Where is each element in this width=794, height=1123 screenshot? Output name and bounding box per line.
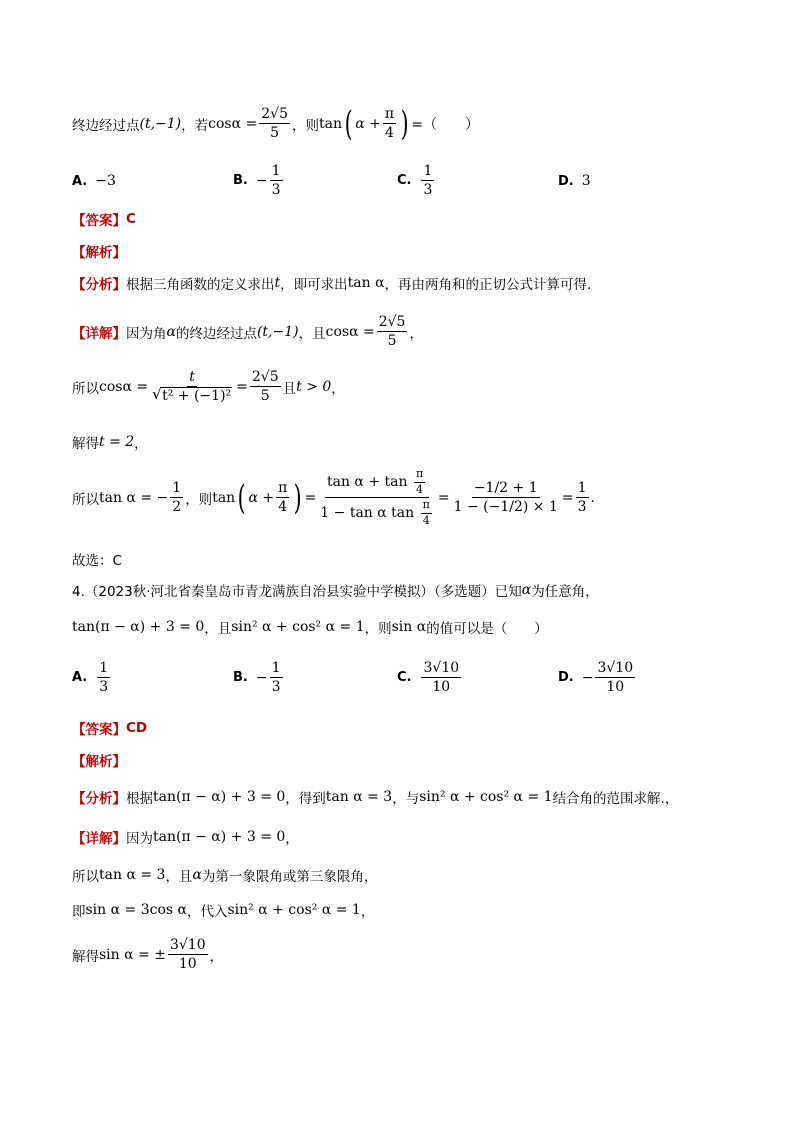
detail-text: 因为 <box>126 831 153 847</box>
detail-text: 因为角 <box>126 325 167 342</box>
fenxi-math: tan α = 3 <box>325 789 393 805</box>
fenxi-text: 根据三角函数的定义求出 <box>126 277 275 293</box>
detail-text: ， <box>209 948 224 965</box>
q4-detail-3 <box>72 900 374 920</box>
option-label: B. <box>233 173 248 189</box>
detail-text: 为第一象限角或第三象限角， <box>201 869 378 885</box>
detail-text: 所以 <box>72 491 99 508</box>
detail-text: ， <box>360 904 375 920</box>
answer-value: CD <box>126 720 148 736</box>
frac-num: 2√5 <box>250 369 281 387</box>
q3-stem-point: (t,−1) <box>139 115 182 132</box>
option-sign: − <box>581 669 594 686</box>
detail-tag: 【详解】 <box>72 325 126 342</box>
paren-right: ) <box>293 477 302 518</box>
option-num: 1 <box>421 163 434 181</box>
detail-math: tan α = 3 <box>99 867 166 883</box>
answer-tag: 【答案】 <box>72 722 126 738</box>
tan-sum-fraction <box>318 468 436 528</box>
frac-den-sqrt <box>150 387 234 404</box>
q4-option-b[interactable] <box>233 660 285 695</box>
q3-final <box>72 549 122 569</box>
option-label: D. <box>558 173 574 189</box>
q3-stem-cos: cosα = <box>208 115 258 132</box>
fenxi-text: ，再由两角和的正切公式计算可得. <box>384 277 592 293</box>
detail-tag: 【详解】 <box>72 831 126 847</box>
detail-math: sin α = 3cos α <box>85 902 187 918</box>
option-num: 3√10 <box>421 660 461 678</box>
q3-analysis-tag <box>72 241 126 261</box>
q4-analysis-tag <box>72 750 126 770</box>
frac-den <box>318 498 436 527</box>
answer-value: C <box>126 211 136 227</box>
option-num: 3√10 <box>595 660 635 678</box>
analysis-tag: 【解析】 <box>72 245 126 261</box>
frac-num: 1 <box>170 480 183 498</box>
option-text: 3 <box>581 173 591 189</box>
detail-text: 所以 <box>72 869 99 885</box>
analysis-tag: 【解析】 <box>72 754 126 770</box>
option-text: −3 <box>95 173 116 189</box>
detail-text: ，则 <box>185 491 213 508</box>
fenxi-text: ，即可求出 <box>280 277 348 293</box>
detail-alpha-plus: α + <box>248 489 275 506</box>
q3-stem-alpha-plus: α + <box>355 115 381 132</box>
detail-math: cosα = <box>99 378 149 395</box>
detail-text: ， <box>331 380 345 397</box>
q4-stem-math: sin² α + cos² α = 1 <box>231 619 365 635</box>
value-fraction <box>452 480 560 515</box>
fenxi-text: ，得到 <box>285 791 326 807</box>
radical-icon: √ <box>152 385 162 404</box>
q3-stem-eq: =（ ） <box>411 116 480 133</box>
q4-stem-math: tan(π − α) + 3 = 0 <box>72 619 205 635</box>
option-den: 3 <box>271 679 281 696</box>
detail-text: 解得 <box>72 436 99 452</box>
option-sign: − <box>255 669 268 686</box>
q4-detail-2 <box>72 865 377 885</box>
q4-title <box>72 580 599 600</box>
q4-title-text: 4.（2023秋·河北省秦皇岛市青龙满族自治县实验中学模拟）（多选题）已知 <box>72 584 522 600</box>
pi-fraction <box>276 480 289 515</box>
q3-fenxi <box>72 273 591 293</box>
detail-text: ，且 <box>298 325 326 342</box>
detail-text: 所以 <box>72 380 99 397</box>
pi-fraction <box>421 499 432 527</box>
fenxi-tag: 【分析】 <box>72 791 126 807</box>
q3-detail-1 <box>72 314 423 349</box>
frac-num: t <box>187 369 197 387</box>
final-answer: 故选：C <box>72 553 122 569</box>
q3-stem-then: ，则 <box>291 117 319 134</box>
option-label: C. <box>397 173 412 189</box>
detail-text: 且 <box>282 380 297 397</box>
fenxi-text: 结合角的范围求解.， <box>552 791 679 807</box>
fenxi-math: tan(π − α) + 3 = 0 <box>153 789 286 805</box>
option-fraction <box>595 660 635 695</box>
detail-math: cosα = <box>325 323 375 340</box>
detail-math: sin² α + cos² α = 1 <box>227 902 361 918</box>
frac-num: 3√10 <box>168 937 208 955</box>
detail-math: t > 0 <box>296 378 332 395</box>
detail-math: α <box>192 867 202 883</box>
detail-text: ， <box>134 436 148 452</box>
fenxi-math: sin² α + cos² α = 1 <box>419 789 553 805</box>
option-fraction <box>421 660 461 695</box>
expr-den: 1 − tan α tan <box>320 505 415 522</box>
detail-text: ，代入 <box>186 904 228 920</box>
detail-fraction <box>170 480 183 515</box>
detail-math: t = 2 <box>99 434 135 450</box>
detail-math: = <box>236 378 248 395</box>
q3-option-b[interactable] <box>233 163 285 198</box>
option-num: 1 <box>97 660 110 678</box>
detail-text: . <box>590 489 595 506</box>
detail-fraction <box>250 369 281 404</box>
option-fraction <box>421 163 434 198</box>
option-den: 10 <box>606 679 625 696</box>
frac-den: 4 <box>278 499 288 516</box>
frac-num: π <box>414 468 425 483</box>
q3-stem-cond: ，若 <box>181 117 209 134</box>
q4-stem-text: 的值可以是（ ） <box>426 621 548 637</box>
eq-sign: = <box>304 489 317 506</box>
option-den: 3 <box>423 182 433 199</box>
q3-option-c[interactable] <box>397 163 436 198</box>
q4-stem-math: sin α <box>391 619 427 635</box>
detail-text: ，且 <box>165 869 193 885</box>
frac-num: 2√5 <box>377 314 408 332</box>
option-den: 10 <box>432 679 451 696</box>
detail-text: 即 <box>72 904 86 920</box>
option-den: 3 <box>271 182 281 199</box>
option-fraction <box>270 660 283 695</box>
q3-answer <box>72 209 136 229</box>
q3-detail-3 <box>72 432 148 452</box>
detail-text: 解得 <box>72 948 99 965</box>
option-num: 1 <box>270 163 283 181</box>
q3-detail-2 <box>72 369 345 404</box>
frac-den: 4 <box>416 482 424 496</box>
expr-num: tan α + tan <box>326 474 408 491</box>
option-label: D. <box>558 670 574 686</box>
q3-option-a[interactable] <box>72 173 116 189</box>
frac-num: π <box>421 499 432 514</box>
pi-fraction <box>414 468 425 496</box>
detail-fraction <box>168 937 208 972</box>
frac-den: 2 <box>172 499 182 516</box>
q3-stem-four: 4 <box>385 125 394 142</box>
option-label: A. <box>72 173 88 189</box>
option-label: A. <box>72 670 88 686</box>
detail-math: (t,−1) <box>256 323 299 340</box>
paren-right: ) <box>400 103 409 144</box>
q4-stem <box>72 617 548 637</box>
q4-option-c[interactable] <box>397 660 463 695</box>
q3-option-d[interactable] <box>558 173 591 189</box>
fenxi-text: ，与 <box>392 791 420 807</box>
frac-den: 1 − (−1/2) × 1 <box>453 499 558 516</box>
detail-math: sin α = ± <box>99 946 166 963</box>
q4-title-math: α <box>521 582 532 598</box>
q3-stem-fraction <box>259 106 290 141</box>
frac-den: 4 <box>422 513 430 527</box>
fenxi-text: 根据 <box>126 791 153 807</box>
result-fraction <box>576 480 589 515</box>
q4-option-a[interactable] <box>72 660 112 695</box>
sqrt-arg: t² + (−1)² <box>162 388 232 405</box>
q4-detail-1 <box>72 827 299 847</box>
final-text <box>72 549 122 569</box>
frac-den: 5 <box>260 388 270 405</box>
q3-stem <box>72 103 480 144</box>
detail-tan: tan <box>212 489 236 506</box>
sqrt <box>152 385 232 405</box>
detail-text: ， <box>409 325 423 342</box>
eq-sign: = <box>561 489 574 506</box>
frac-num: π <box>276 480 289 498</box>
option-label: B. <box>233 670 248 686</box>
frac-den: 10 <box>178 956 197 973</box>
q3-stem-frac-den: 5 <box>270 125 280 142</box>
q3-stem-prefix: 终边经过点 <box>72 117 140 134</box>
frac-den: 3 <box>577 499 587 516</box>
paren-left: ( <box>344 103 353 144</box>
q3-stem-tan: tan <box>318 115 342 132</box>
detail-math: tan α = − <box>99 489 169 506</box>
detail-text: ， <box>285 831 299 847</box>
detail-text: 的终边经过点 <box>175 325 257 342</box>
q3-stem-pi: π <box>383 106 396 124</box>
option-num: 1 <box>270 660 283 678</box>
fenxi-math: tan α <box>347 275 385 291</box>
detail-fraction <box>150 369 234 404</box>
option-label: C. <box>397 670 412 686</box>
q4-detail-4 <box>72 937 223 972</box>
option-den: 3 <box>99 679 109 696</box>
detail-math: α <box>166 323 176 340</box>
eq-sign: = <box>437 489 450 506</box>
detail-fraction <box>377 314 408 349</box>
frac-num <box>325 468 429 498</box>
q4-title-text: 为任意角， <box>531 584 599 600</box>
paren-left: ( <box>237 477 246 518</box>
fenxi-tag: 【分析】 <box>72 277 126 293</box>
frac-num: −1/2 + 1 <box>472 480 540 498</box>
option-sign: − <box>255 172 268 189</box>
q4-answer <box>72 718 147 738</box>
q3-detail-4 <box>72 468 595 528</box>
q4-stem-text: ，则 <box>364 621 392 637</box>
q4-fenxi <box>72 787 678 807</box>
frac-num: 1 <box>576 480 589 498</box>
q3-stem-pi-frac <box>383 106 396 141</box>
frac-den: 5 <box>387 333 397 350</box>
q4-option-d[interactable] <box>558 660 637 695</box>
q3-stem-frac-num: 2√5 <box>259 106 290 124</box>
detail-math: tan(π − α) + 3 = 0 <box>153 829 286 845</box>
answer-tag: 【答案】 <box>72 213 126 229</box>
option-fraction <box>270 163 283 198</box>
fenxi-math: t <box>274 275 281 291</box>
q4-stem-text: ，且 <box>204 621 232 637</box>
option-fraction <box>97 660 110 695</box>
